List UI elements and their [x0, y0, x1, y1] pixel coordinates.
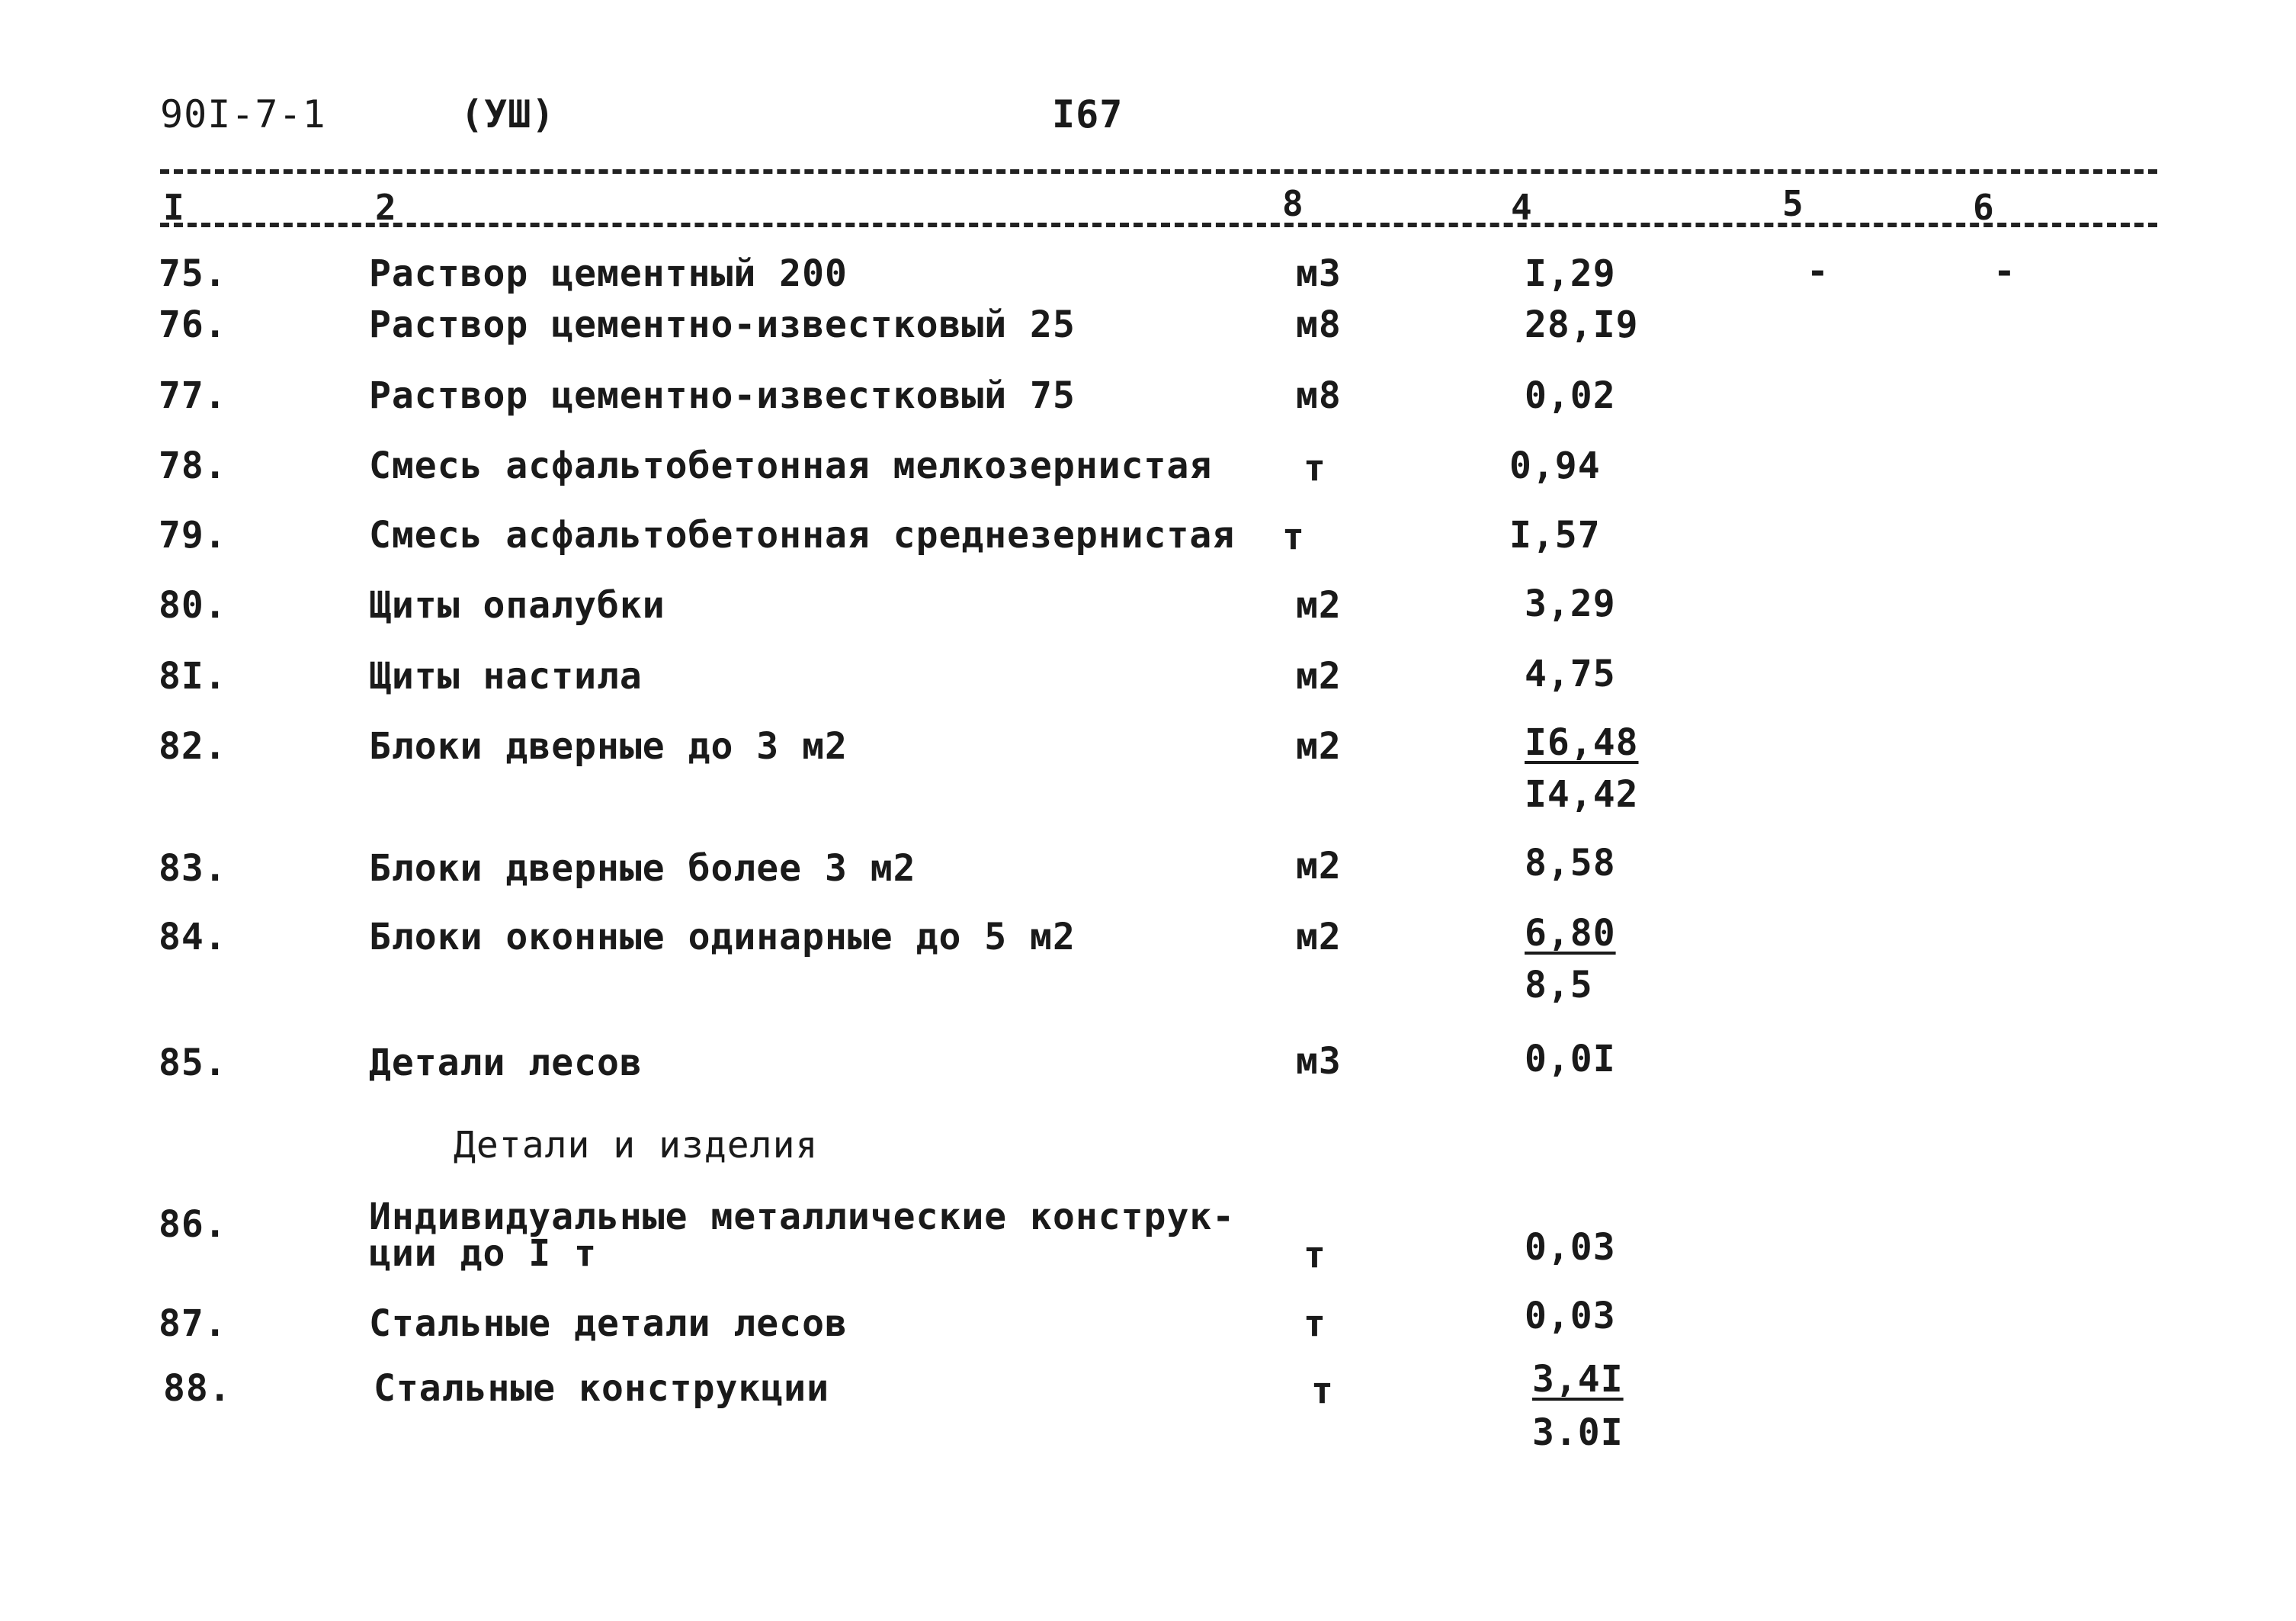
unit: м3 [1296, 1040, 1342, 1083]
column-header-3: 8 [1282, 183, 1304, 224]
quantity: 4,75 [1525, 653, 1616, 695]
quantity: 0,02 [1525, 374, 1616, 417]
column-header-4: 4 [1511, 187, 1532, 228]
row-number: 86. [159, 1203, 227, 1246]
material-name-continuation: ции до I т [369, 1232, 597, 1275]
unit: т [1304, 447, 1326, 490]
material-name: Раствор цементный 200 [369, 252, 848, 295]
column-header-2: 2 [375, 187, 396, 228]
unit: м2 [1296, 725, 1342, 768]
row-number: 85. [159, 1042, 227, 1084]
unit: м8 [1296, 374, 1342, 417]
quantity: 8,58 [1525, 842, 1616, 884]
row-number: 84. [159, 916, 227, 958]
material-name: Смесь асфальтобетонная среднезернистая [369, 514, 1236, 557]
quantity: I6,48 [1525, 721, 1639, 764]
quantity-secondary: 3.0I [1532, 1411, 1624, 1454]
header-top-rule [160, 169, 2157, 174]
row-number: 88. [163, 1367, 232, 1410]
header-bottom-rule [160, 223, 2157, 227]
quantity-secondary: 8,5 [1525, 964, 1593, 1006]
column-6-value: - [1993, 250, 2016, 293]
material-name: Блоки оконные одинарные до 5 м2 [369, 916, 1076, 958]
material-name: Стальные конструкции [374, 1367, 829, 1410]
column-header-6: 6 [1973, 187, 1994, 228]
material-name: Щиты опалубки [369, 584, 665, 627]
material-name: Раствор цементно-известковый 75 [369, 374, 1076, 417]
material-name: Блоки дверные до 3 м2 [369, 725, 848, 768]
document-code: 90I-7-1 [160, 92, 326, 136]
unit: м8 [1296, 303, 1342, 346]
material-name: Щиты настила [369, 655, 643, 698]
row-number: 77. [159, 374, 227, 417]
section-title: Детали и изделия [454, 1124, 819, 1167]
quantity: 0,0I [1525, 1038, 1616, 1080]
row-number: 80. [159, 584, 227, 627]
column-5-value: - [1807, 250, 1829, 293]
quantity: I,29 [1525, 252, 1616, 295]
section-label: (УШ) [460, 92, 556, 136]
unit: м2 [1296, 845, 1342, 888]
quantity: 0,94 [1509, 445, 1601, 487]
row-number: 83. [159, 847, 227, 890]
unit: т [1282, 515, 1305, 558]
unit: м2 [1296, 584, 1342, 627]
material-name: Детали лесов [369, 1042, 643, 1084]
unit: м2 [1296, 916, 1342, 958]
row-number: 87. [159, 1302, 227, 1345]
unit: т [1304, 1302, 1326, 1345]
material-name: Смесь асфальтобетонная мелкозернистая [369, 445, 1213, 487]
material-name: Индивидуальные металлические конструк- [369, 1196, 1236, 1238]
row-number: 79. [159, 514, 227, 557]
row-number: 76. [159, 303, 227, 346]
quantity: 3,29 [1525, 583, 1616, 625]
quantity: 0,03 [1525, 1226, 1616, 1269]
quantity: I,57 [1509, 514, 1601, 557]
material-name: Раствор цементно-известковый 25 [369, 303, 1076, 346]
row-number: 78. [159, 445, 227, 487]
quantity: 3,4I [1532, 1358, 1624, 1401]
column-header-1: I [163, 187, 184, 228]
row-number: 75. [159, 252, 227, 295]
quantity: 28,I9 [1525, 303, 1639, 346]
page-number: I67 [1052, 92, 1124, 136]
quantity: 6,80 [1525, 912, 1616, 955]
quantity-secondary: I4,42 [1525, 773, 1639, 816]
unit: т [1311, 1369, 1334, 1412]
material-name: Стальные детали лесов [369, 1302, 848, 1345]
column-header-5: 5 [1782, 183, 1804, 224]
unit: м2 [1296, 655, 1342, 698]
row-number: 82. [159, 725, 227, 768]
material-name: Блоки дверные более 3 м2 [369, 847, 916, 890]
unit: м3 [1296, 252, 1342, 295]
row-number: 8I. [159, 655, 227, 698]
quantity: 0,03 [1525, 1295, 1616, 1337]
unit: т [1304, 1234, 1326, 1276]
